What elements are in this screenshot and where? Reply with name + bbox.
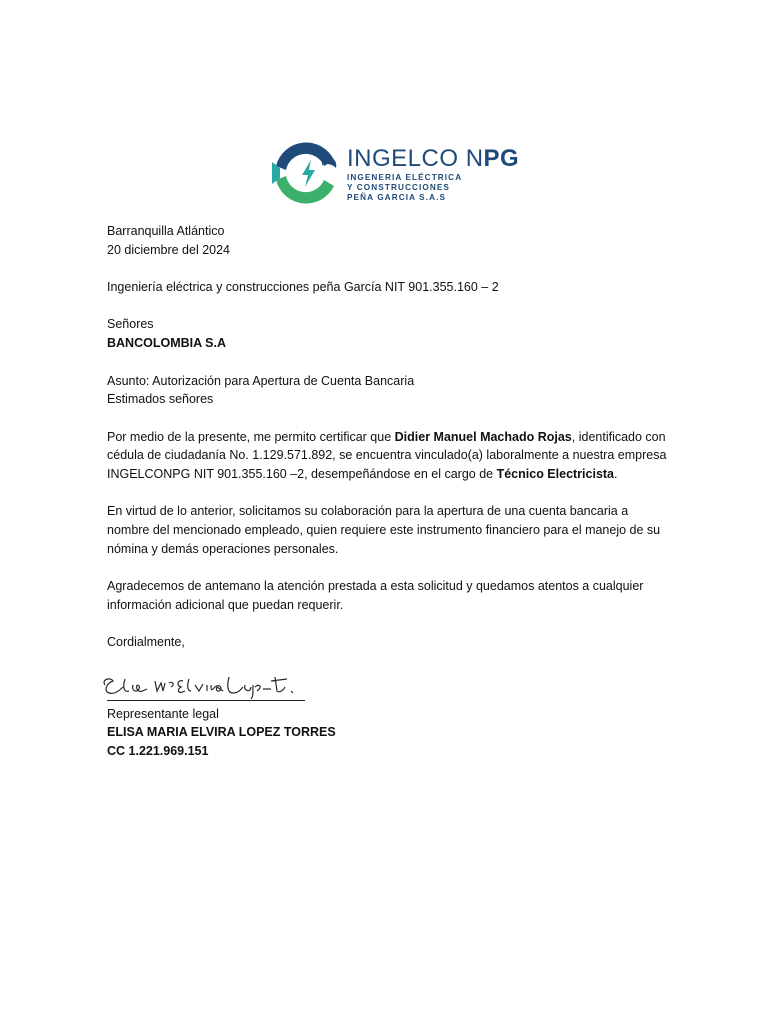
salutation: Señores [107, 317, 154, 332]
signer-id: CC 1.221.969.151 [107, 744, 209, 759]
company-logo [268, 136, 520, 214]
paragraph-request: En virtud de lo anterior, solicitamos su colaboración para la apertura de una cuenta bancaria a nombre del mencionado empleado, quien requiere este instrumento financiero para el manejo de su nómina y demás operaciones personales. [107, 504, 661, 556]
logo-wordmark: INGELCO NPG [347, 145, 520, 172]
employee-role: Técnico Electricista [496, 467, 615, 482]
company-line: Ingeniería eléctrica y construcciones peña García NIT 901.355.160 – 2 [107, 280, 499, 295]
addressee: BANCOLOMBIA S.A [107, 336, 226, 351]
signer-title: Representante legal [107, 706, 219, 721]
letter-body [107, 222, 667, 761]
paragraph-certification: Por medio de la presente, me permito certificar que Didier Manuel Machado Rojas, identificado con cédula de ciudadanía No. 1.129.571.892, se encuentra vinculado(a) laboralmente a nuestra empresa INGELCONPG NIT 901.355.160 –2, desempeñándose en el cargo de Técnico Electricista. [107, 429, 667, 482]
subject-line: Asunto: Autorización para Apertura de Cuenta Bancaria [107, 373, 415, 388]
greeting: Estimados señores [107, 392, 214, 407]
letter-date: 20 diciembre del 2024 [107, 242, 230, 257]
employee-name: Didier Manuel Machado Rojas [394, 429, 572, 444]
signature-block [107, 671, 667, 705]
logo-tagline: INGENERIA ELÉCTRICA Y CONSTRUCCIONES PEÑA GARCIA S.A.S [347, 173, 463, 202]
signer-name: ELISA MARIA ELVIRA LOPEZ TORRES [107, 725, 336, 740]
paragraph-thanks: Agradecemos de antemano la atención prestada a esta solicitud y quedamos atentos a cualquier información adicional que puedan requerir. [107, 579, 644, 612]
logo-mark-icon [268, 136, 344, 212]
handwritten-signature [99, 671, 299, 701]
letter-place: Barranquilla Atlántico [107, 224, 225, 238]
signature-line [107, 700, 305, 701]
closing: Cordialmente, [107, 635, 185, 650]
